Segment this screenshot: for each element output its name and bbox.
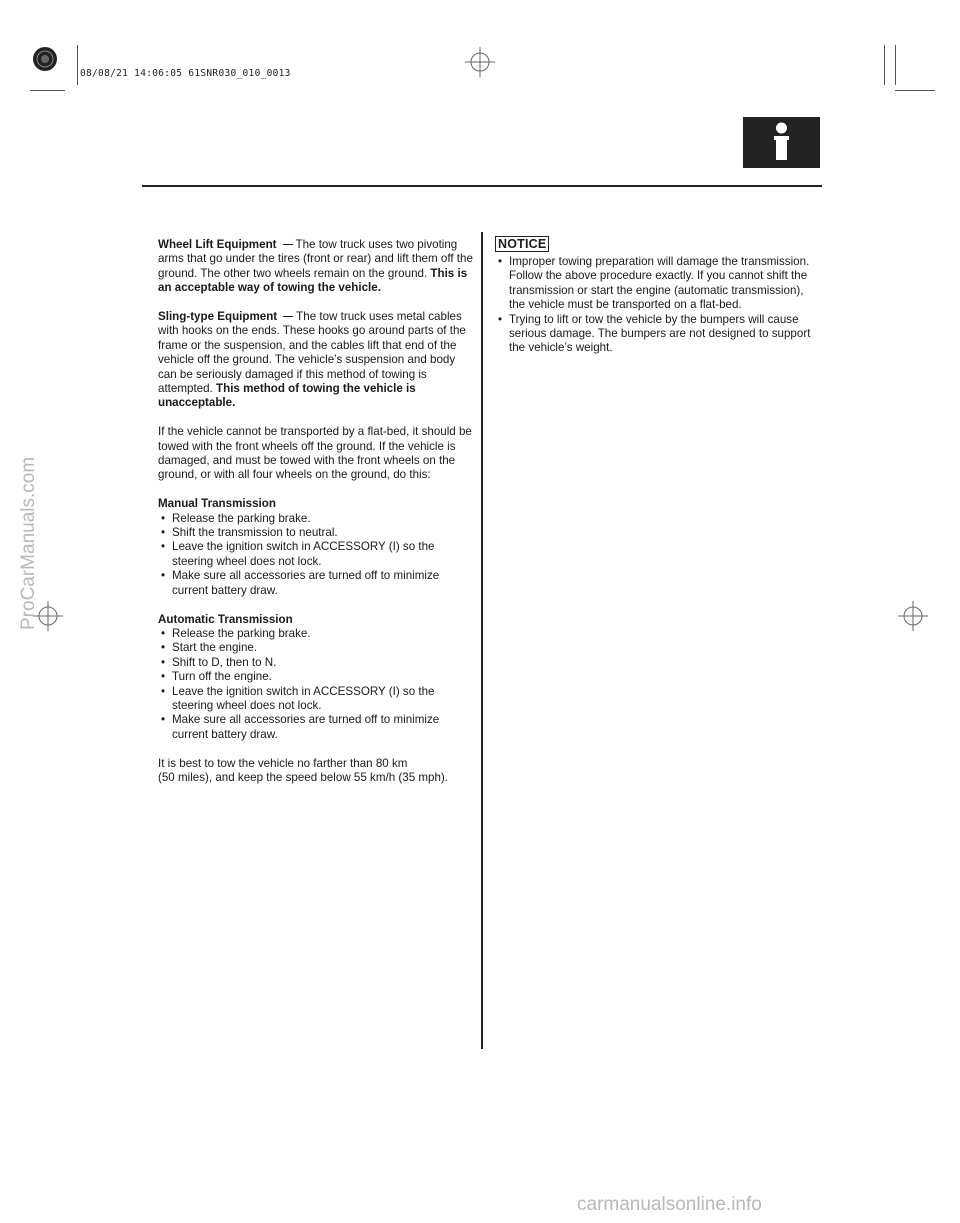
closing-paragraph: It is best to tow the vehicle no farther than 80 km (50 miles), and keep the speed below 55 km/h (35 mph).: [158, 756, 448, 784]
registration-crosshair-right: [898, 601, 928, 631]
list-item: • Release the parking brake.: [161, 511, 311, 525]
list-item: • Release the parking brake.: [161, 626, 311, 640]
em-dash: [283, 316, 293, 317]
notice-label: NOTICE: [495, 236, 549, 252]
side-watermark: ProCarManuals.com: [18, 456, 39, 630]
notice-list: [495, 255, 815, 356]
list-item: • Make sure all accessories are turned off to minimize current battery draw.: [161, 713, 440, 741]
info-icon: [743, 117, 820, 168]
automatic-steps-list: [158, 627, 474, 742]
sling-type-heading: Sling-type Equipment: [158, 310, 278, 324]
wheel-lift-text: The tow truck uses two pivoting arms that go under the tires (front or rear) and lift them off the ground. The other two wheels remain on the ground.: [158, 238, 473, 280]
intro-paragraph: If the vehicle cannot be transported by a flat-bed, it should be towed with the front wheels off the ground. If the vehicle is damaged, and must be towed with the front wheels on the ground, or with all four wheels on the ground, do this:: [158, 425, 472, 482]
left-column: [158, 238, 474, 785]
info-tab: [743, 117, 820, 168]
print-stamp: 08/08/21 14:06:05 61SNR030_010_0013: [80, 68, 291, 79]
crop-mark: [895, 90, 935, 91]
crop-mark: [895, 45, 896, 85]
list-item: • Turn off the engine.: [161, 670, 272, 684]
right-column: [495, 236, 815, 356]
manual-steps-list: [158, 512, 474, 598]
wheel-lift-emphasis: This is an acceptable way of towing the vehicle.: [158, 266, 468, 295]
wheel-lift-paragraph: [158, 238, 474, 296]
list-item: • Make sure all accessories are turned off to minimize current battery draw.: [161, 569, 440, 597]
list-item: • Shift to D, then to N.: [161, 655, 277, 669]
list-item: • Start the engine.: [161, 641, 258, 655]
sling-type-text: The tow truck uses metal cables with hooks on the ends. These hooks go around parts of the frame or the suspension, and the cables lift that end of the vehicle off the ground. The vehicle’s suspension and body can be seriously damaged if this method of towing is attempted.: [158, 310, 466, 396]
crop-mark: [30, 90, 65, 91]
list-item: • Leave the ignition switch in ACCESSORY (I) so the steering wheel does not lock.: [161, 684, 435, 712]
list-item: • Improper towing preparation will damage the transmission. Follow the above procedure exactly. If you cannot shift the transmission or start the engine (automatic transmission), the vehicle must be transported on a flat-bed.: [498, 255, 810, 312]
em-dash: [283, 244, 293, 245]
list-item: • Leave the ignition switch in ACCESSORY (I) so the steering wheel does not lock.: [161, 540, 435, 568]
sling-type-paragraph: [158, 310, 474, 411]
automatic-transmission-heading: Automatic Transmission: [158, 612, 293, 626]
registration-crosshair-top: [465, 47, 495, 77]
bottom-watermark: carmanualsonline.info: [577, 1194, 762, 1215]
sling-type-emphasis: This method of towing the vehicle is unacceptable.: [158, 382, 416, 410]
registration-mark-top-left: [30, 44, 60, 74]
crop-mark: [884, 45, 885, 85]
list-item: • Shift the transmission to neutral.: [161, 526, 338, 540]
header-rule: [142, 185, 822, 187]
column-divider: [481, 232, 483, 1049]
crop-mark: [77, 45, 78, 85]
wheel-lift-heading: Wheel Lift Equipment: [158, 238, 277, 251]
manual-transmission-heading: Manual Transmission: [158, 497, 276, 511]
list-item: • Trying to lift or tow the vehicle by the bumpers will cause serious damage. The bumpers are not designed to support the vehicle’s weight.: [498, 312, 811, 355]
